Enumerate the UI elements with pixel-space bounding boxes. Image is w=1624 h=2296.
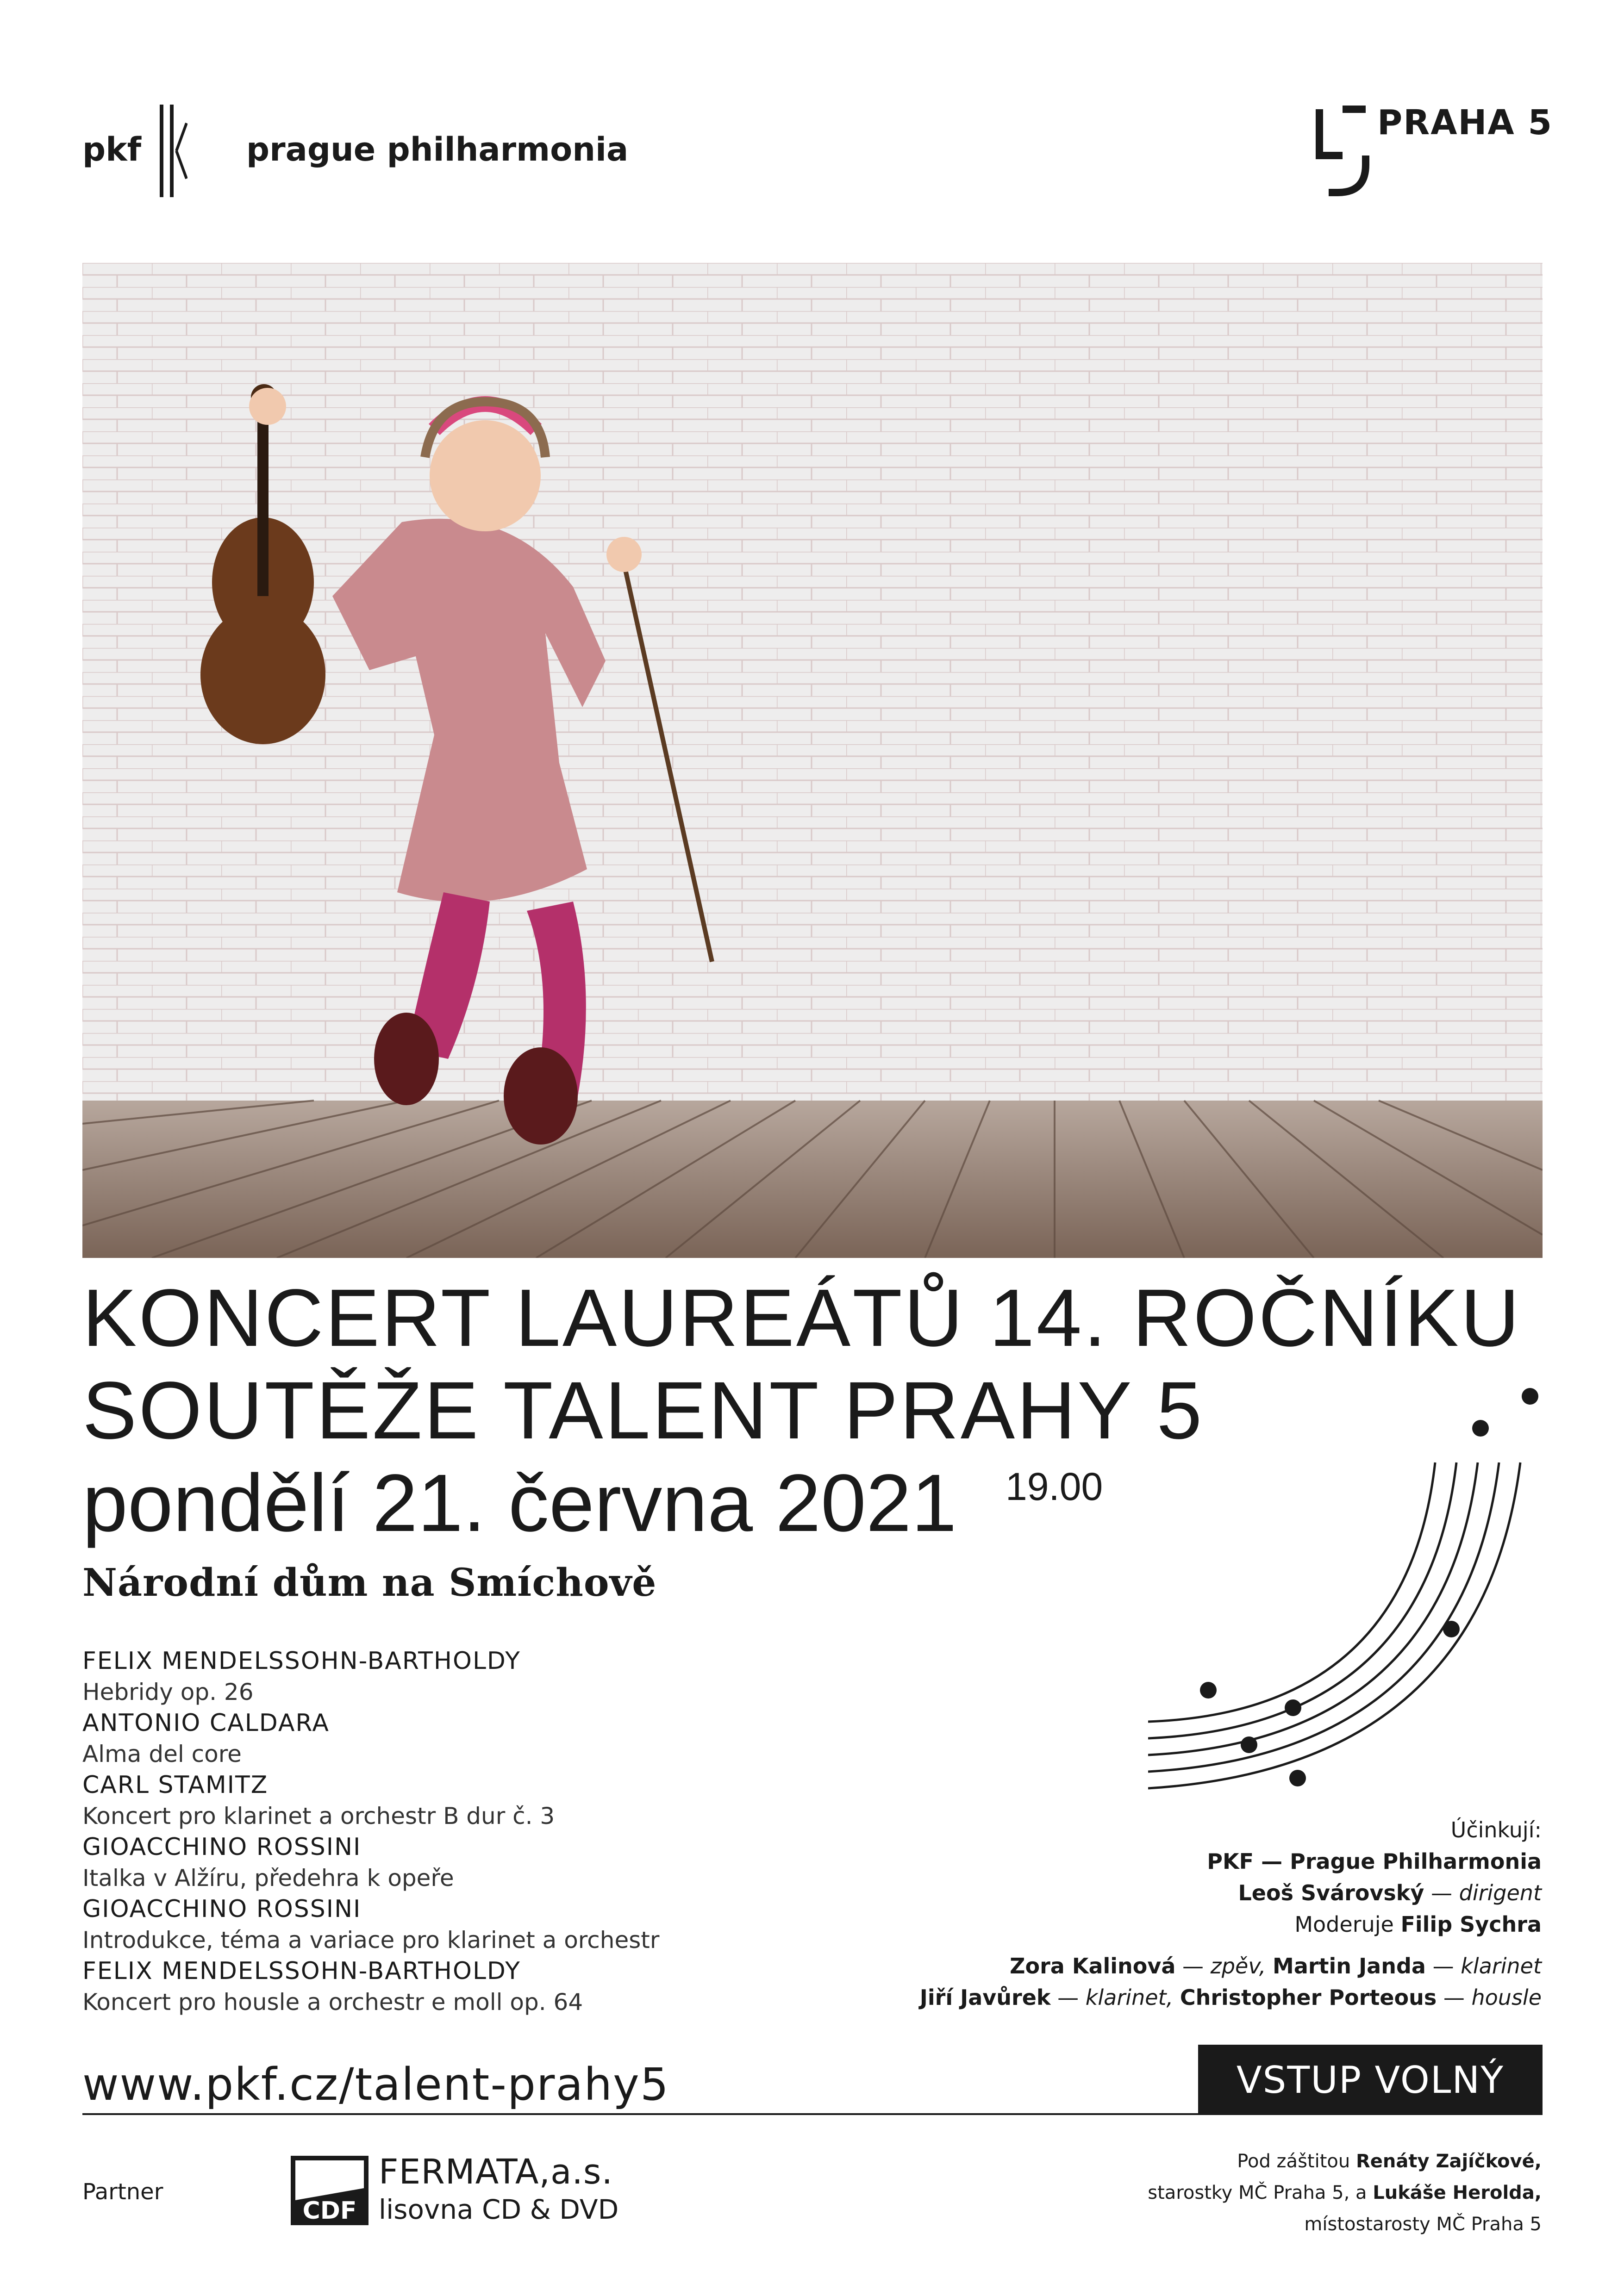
hero-photo — [82, 263, 1543, 1258]
pkf-logo-word: pkf — [82, 131, 142, 168]
patron-line2-prefix: starostky MČ Praha 5, a — [1148, 2182, 1367, 2203]
patron-line2 — [986, 2177, 1542, 2209]
soloist-name: Christopher Porteous — [1180, 1985, 1437, 2010]
soloist-role: zpěv, — [1210, 1954, 1266, 1979]
music-staff-decoration — [1148, 1370, 1546, 1805]
program-composer: FELIX MENDELSSOHN-BARTHOLDY — [82, 1647, 521, 1675]
program-work: Koncert pro housle a orchestr e moll op. 64 — [82, 1989, 583, 2016]
praha5-logo-mark — [1315, 105, 1370, 197]
soloist-role: klarinet — [1461, 1954, 1542, 1979]
soloist-name: Jiří Javůrek — [919, 1985, 1051, 2010]
program-work: Introdukce, téma a variace pro klarinet a orchestr — [82, 1927, 660, 1954]
program-composer: GIOACCHINO ROSSINI — [82, 1895, 362, 1923]
event-title-line2: SOUTĚŽE TALENT PRAHY 5 — [82, 1365, 1204, 1456]
partner-label: Partner — [82, 2179, 163, 2205]
program-work: Alma del core — [82, 1741, 242, 1767]
event-title-line1: KONCERT LAUREÁTŮ 14. ROČNÍKU — [82, 1273, 1521, 1363]
soloists-block — [708, 1950, 1542, 2013]
admission-badge: VSTUP VOLNÝ — [1198, 2045, 1543, 2115]
patron-line1-name: Renáty Zajíčkové, — [1355, 2151, 1542, 2172]
partner-name: FERMATA,a.s. — [379, 2152, 613, 2192]
patron-line1-prefix: Pod záštitou — [1237, 2151, 1350, 2172]
program-composer: FELIX MENDELSSOHN-BARTHOLDY — [82, 1957, 521, 1985]
program-work: Koncert pro klarinet a orchestr B dur č. 3 — [82, 1803, 555, 1829]
performers-conductor: Leoš Svárovský — dirigent — [1238, 1880, 1542, 1905]
url-underline — [82, 2113, 1198, 2115]
conductor-name: Leoš Svárovský — [1238, 1880, 1424, 1905]
program-work: Hebridy op. 26 — [82, 1679, 254, 1705]
pkf-logo-mark — [160, 105, 187, 197]
partner-subtitle: lisovna CD & DVD — [379, 2194, 619, 2225]
program-composer: ANTONIO CALDARA — [82, 1709, 330, 1737]
event-url-link[interactable]: www.pkf.cz/talent-prahy5 — [82, 2059, 669, 2110]
moderator-name: Filip Sychra — [1400, 1912, 1542, 1937]
praha5-logo-name: PRAHA 5 — [1377, 103, 1553, 143]
conductor-role: dirigent — [1459, 1880, 1542, 1905]
soloists-line: Jiří Javůrek — klarinet, Christopher Porteous — housle — [919, 1985, 1542, 2010]
event-date: pondělí 21. června 2021 — [82, 1458, 957, 1549]
event-venue: Národní dům na Smíchově — [82, 1561, 657, 1605]
program-work: Italka v Alžíru, předehra k opeře — [82, 1865, 454, 1892]
cdf-logo-text: CDF — [302, 2197, 357, 2225]
soloist-role: klarinet, — [1085, 1985, 1174, 2010]
patron-line1 — [986, 2146, 1542, 2177]
program-composer: CARL STAMITZ — [82, 1771, 269, 1799]
hero-photo-illustration — [82, 263, 1543, 1258]
performers-orchestra: PKF — Prague Philharmonia — [1207, 1849, 1542, 1874]
performers-heading: Účinkují: — [1450, 1817, 1542, 1842]
performers-block — [893, 1814, 1542, 1940]
soloist-name: Zora Kalinová — [1010, 1954, 1176, 1979]
patron-line2-name: Lukáše Herolda, — [1373, 2182, 1542, 2203]
soloist-name: Martin Janda — [1273, 1954, 1426, 1979]
pkf-logo-name: prague philharmonia — [246, 131, 629, 168]
program-composer: GIOACCHINO ROSSINI — [82, 1833, 362, 1861]
patronage-block — [986, 2146, 1542, 2240]
soloists-line: Zora Kalinová — zpěv, Martin Janda — klarinet — [1010, 1954, 1542, 1979]
moderator-label: Moderuje — [1294, 1912, 1394, 1937]
performers-moderator — [893, 1909, 1542, 1940]
patron-line3: místostarosty MČ Praha 5 — [1304, 2214, 1542, 2235]
cdf-logo-icon — [291, 2156, 369, 2225]
event-time: 19.00 — [1006, 1465, 1103, 1508]
soloist-role: housle — [1471, 1985, 1542, 2010]
